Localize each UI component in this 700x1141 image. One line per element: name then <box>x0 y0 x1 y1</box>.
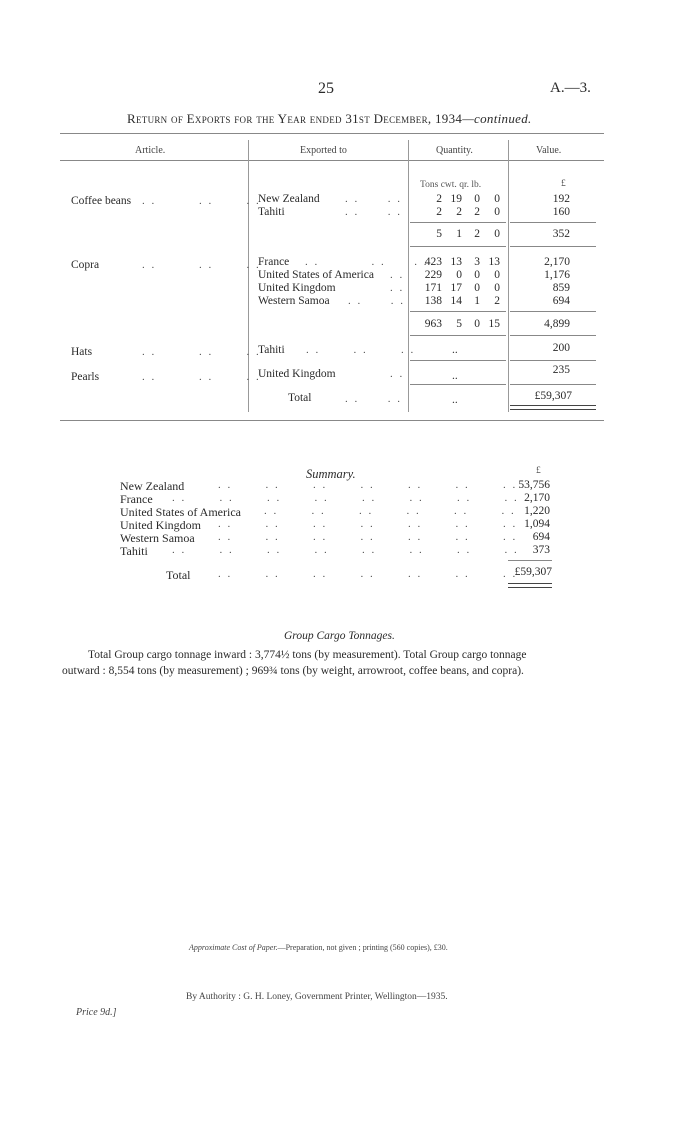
row-rule <box>510 384 596 385</box>
leader-dots: . . . . <box>345 206 402 218</box>
subtotal-quantity: 5 1 2 0 <box>436 228 500 240</box>
header-bottom-rule <box>60 160 604 161</box>
document-reference: A.—3. <box>550 80 591 96</box>
summary-row-label: Tahiti <box>120 544 148 558</box>
article-pearls: Pearls <box>71 371 100 383</box>
value-cell: 2,170 <box>544 256 570 268</box>
group-cargo-title: Group Cargo Tonnages. <box>284 630 395 642</box>
leader-dots: . . . . . . <box>305 256 429 268</box>
value-cell: 192 <box>552 193 570 205</box>
subtotal-rule <box>410 335 506 336</box>
units-row <box>420 180 481 190</box>
total-value: £59,307 <box>534 390 572 402</box>
summary-row-value: 2,170 <box>524 492 550 504</box>
leader-dots: . . . . . . . . . . . . . . <box>218 479 518 491</box>
summary-row-value: 1,094 <box>524 518 550 530</box>
table-row: Western Samoa <box>258 295 330 307</box>
summary-row-label: United Kingdom <box>120 518 201 532</box>
summary-row-value: 694 <box>532 531 550 543</box>
article-coffee-beans: Coffee beans <box>71 195 132 207</box>
quantity-cell: 229 0 0 0 <box>424 269 500 281</box>
leader-dots: . . . . . . <box>142 195 261 207</box>
summary-total-rule <box>508 560 552 561</box>
summary-row-value: 373 <box>532 544 550 556</box>
quantity-cell: 138 14 1 2 <box>424 295 500 307</box>
total-double-rule <box>510 405 596 410</box>
value-cell: 1,176 <box>544 269 570 281</box>
table-row: Tahiti <box>258 344 285 356</box>
value-cell: 200 <box>552 342 570 354</box>
leader-dots: . . <box>390 269 405 281</box>
page-number: 25 <box>318 80 334 97</box>
leader-dots: . . . . . . . . . . . . . . . . <box>172 544 519 556</box>
leader-dots: . . . . . . . . . . . . . . . . <box>172 492 519 504</box>
leader-dots: . . . . . . . . . . . . . . <box>218 531 518 543</box>
total-label: Total <box>288 392 312 404</box>
row-rule <box>410 384 506 385</box>
row-rule <box>410 360 506 361</box>
quantity-cell: 2 19 0 0 <box>436 193 500 205</box>
cost-note <box>189 943 448 952</box>
leader-dots: . . <box>390 282 405 294</box>
subtotal-rule <box>410 311 506 312</box>
price-note: Price 9d.] <box>76 1007 117 1018</box>
leader-dots: . . . . . . <box>142 346 261 358</box>
quantity-cell: 2 2 2 0 <box>436 206 500 218</box>
leader-dots: . . . . . . <box>306 344 416 356</box>
quantity-cell: 171 17 0 0 <box>424 282 500 294</box>
value-cell: 235 <box>552 364 570 376</box>
table-bottom-rule <box>60 420 604 421</box>
value-cell: 859 <box>552 282 570 294</box>
summary-row-label: New Zealand <box>120 479 185 493</box>
table-row: United States of America <box>258 269 374 281</box>
value-cell: 694 <box>552 295 570 307</box>
table-top-rule <box>60 133 604 134</box>
title-continued: —continued. <box>462 111 532 126</box>
unit-cwt: cwt. <box>440 180 457 190</box>
unit-lb: lb. <box>471 180 482 190</box>
table-row: United Kingdom <box>258 282 336 294</box>
unit-tons: Tons <box>420 180 439 190</box>
unit-pound: £ <box>561 179 566 189</box>
quantity-cell: 423 13 3 13 <box>424 256 500 268</box>
leader-dots: . . . . . . . . . . . . <box>264 505 516 517</box>
leader-dots: . . . . . . . . . . . . . . <box>218 518 518 530</box>
leader-dots: . . <box>390 368 405 380</box>
table-row: France <box>258 256 290 268</box>
leader-dots: . . . . . . <box>142 371 261 383</box>
column-header-exported-to: Exported to <box>300 145 347 156</box>
article-hats: Hats <box>71 346 93 358</box>
group-cargo-line-2: outward : 8,554 tons (by measurement) ; 969¾ tons (by weight, arrowroot, coffee beans, and copra). <box>62 665 524 677</box>
subtotal-value: 4,899 <box>544 318 570 330</box>
summary-row-label: Western Samoa <box>120 531 195 545</box>
row-rule <box>510 360 596 361</box>
summary-row-label: United States of America <box>120 505 241 519</box>
subtotal-rule <box>510 222 596 223</box>
column-header-article: Article. <box>135 145 166 156</box>
leader-dots: . . . . . . . . . . . . . . <box>218 568 518 580</box>
quantity-cell: .. <box>452 344 458 356</box>
subtotal-rule <box>410 222 506 223</box>
value-cell: 160 <box>552 206 570 218</box>
summary-unit: £ <box>536 466 541 476</box>
column-divider <box>408 140 409 412</box>
leader-dots: . . . . <box>348 295 405 307</box>
summary-total-value: £59,307 <box>514 566 552 578</box>
summary-row-value: 1,220 <box>524 505 550 517</box>
cost-text: —Preparation, not given ; printing (560 copies), £30. <box>277 943 448 952</box>
table-row: New Zealand <box>258 193 320 205</box>
table-row: Tahiti <box>258 206 285 218</box>
printer-authority: By Authority : G. H. Loney, Government Printer, Wellington—1935. <box>186 992 448 1002</box>
quantity-cell: .. <box>452 394 458 406</box>
subtotal-rule <box>510 335 596 336</box>
subtotal-rule <box>510 311 596 312</box>
summary-double-rule <box>508 583 552 588</box>
table-row: United Kingdom <box>258 368 336 380</box>
quantity-cell: .. <box>452 370 458 382</box>
subtotal-rule <box>510 246 596 247</box>
column-header-quantity: Quantity. <box>436 145 473 156</box>
group-cargo-line-1: Total Group cargo tonnage inward : 3,774½ tons (by measurement). Total Group cargo tonnage <box>88 649 527 661</box>
summary-title: Summary. <box>306 467 356 481</box>
column-header-value: Value. <box>536 145 562 156</box>
leader-dots: . . . . . . <box>142 259 261 271</box>
subtotal-quantity: 963 5 0 15 <box>424 318 500 330</box>
subtotal-rule <box>410 246 506 247</box>
summary-total-label: Total <box>166 568 191 582</box>
title-main: Return of Exports for the Year ended 31st December, 1934 <box>127 111 463 126</box>
subtotal-value: 352 <box>552 228 570 240</box>
summary-row-value: 53,756 <box>518 479 550 491</box>
cost-label: Approximate Cost of Paper. <box>189 943 278 952</box>
page-title <box>127 111 532 127</box>
summary-row-label: France <box>120 492 153 506</box>
leader-dots: . . . . <box>345 193 402 205</box>
unit-qr: qr. <box>459 180 469 190</box>
column-divider <box>508 140 509 412</box>
leader-dots: . . . . <box>345 393 402 405</box>
article-copra: Copra <box>71 259 100 271</box>
